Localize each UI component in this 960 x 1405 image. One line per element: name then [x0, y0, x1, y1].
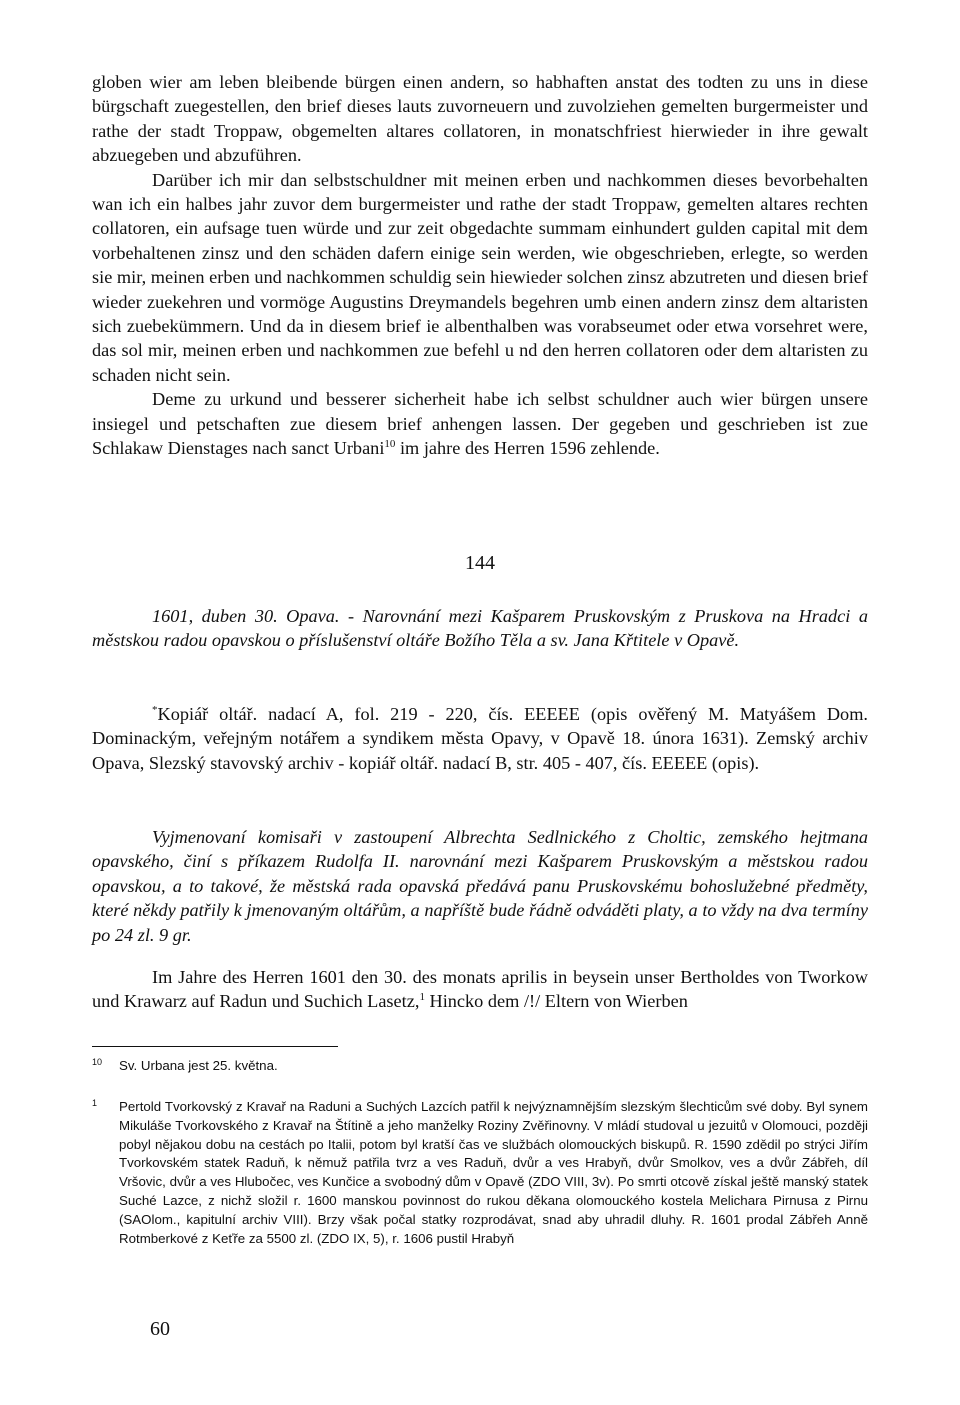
footnote-mark: 1 — [92, 1098, 98, 1108]
footnote-text: Sv. Urbana jest 25. května. — [119, 1058, 278, 1073]
document-text-paragraph — [92, 965, 868, 1014]
document-number: 144 — [465, 552, 495, 574]
body-text-block — [92, 70, 868, 461]
asterisk-mark: * — [152, 704, 158, 716]
document-text-tail: Hincko dem /!/ Eltern von Wierben — [424, 991, 688, 1012]
paragraph-3-text: Deme zu urkund und besserer sicherheit habe ich selbst schuldner auch wier bürgen unsere insiegel und petschaften zue diesem brief anhengen lassen. Der gegeben und geschrieben ist zue Schlakaw Dienstages nach sanct Urbani — [92, 389, 868, 459]
document-heading — [92, 604, 868, 653]
footnote-item — [92, 1057, 868, 1076]
paragraph-2: Darüber ich mir dan selbstschuldner mit meinen erben und nachkommen dieses bevorbehalten wan ich ein halbes jahr zuvor dem burgermeister und rathe der stadt Troppaw, gemelten altares rechten collatoren, ein aufsage tuen würde und zur zeit obgedachte summam einhundert gulden capital mit dem vorbehaltenen zinsz und den schäden dafern einige sein werden, wie obgeschrieben, erlegte, so werden sie mir, meinen erben und nachkommen schuldig sein hiewieder solchen zinsz abzutreten und diesen brief wieder zuekehren und vormöge Augustins Dreymandels begehren umb einen andern zinsz dem altaristen sich zuebekümmern. Und da in diesem brief ie albenthalben was vorabseumet oder etwa vorsehret were, das sol mir, meinen erben und nachkommen zue befehl u nd den herren collatoren oder dem altaristen zu schaden nicht sein. — [92, 169, 868, 385]
footnote-divider — [92, 1046, 338, 1047]
paragraph-3-tail: im jahre des Herren 1596 zehlende. — [395, 438, 660, 459]
paragraph-3 — [92, 387, 868, 460]
footnote-mark: 10 — [92, 1057, 103, 1067]
footnote-text: Pertold Tvorkovský z Kravař na Raduni a Suchých Lazcích patřil k nejvýznamnějším slezským šlechticům své doby. Byl synem Mikuláše Tvorkovského z Kravař na Štítině a jeho manželky Roziny Zvěřinovny. V mládí studoval u jezuitů v Olomouci, později pobyl nějakou dobu na cestách po Italii, potom byl kratší čas ve službách olomouckých biskupů. R. 1590 zdědil po strýci Jiřím Tvorkovském statek Raduň, k němuž patřila tvrz a ves Raduň, dvůr a ves Hrabyň, dvůr Smolkov, ves a dvůr Zábřeh, díl Vršovic, dvůr a ves Hlubočec, ves Kunčice a svobodný dům v Opavě (ZDO VIII, 3v). Po smrti otcově získal ještě manský statek Suché Lazce, z nichž složil r. 1600 manskou povinnost do rukou děkana olomouckého kostela Melichara Pirnusa z Pirnu (SAOlom., kapitulní archiv VIII). Brzy však počal statky rozprodávat, snad aby uhradil dluhy. R. 1601 prodal Zábřeh Anně Rotmberkové z Keťře za 5500 zl. (ZDO IX, 5), r. 1606 pustil Hrabyň — [119, 1099, 868, 1246]
footnote-10 — [92, 1057, 868, 1076]
page-number: 60 — [150, 1318, 170, 1340]
document-text-start: Im Jahre des Herren 1601 den 30. des monats aprilis in beysein unser Bertholdes von Tworkow und Krawarz auf Radun und Suchich Lasetz, — [92, 967, 868, 1012]
source-note — [92, 702, 868, 775]
footnote-1 — [92, 1098, 868, 1248]
footnote-ref-1: 1 — [419, 991, 425, 1004]
heading-text: 1601, duben 30. Opava. - Narovnání mezi Kašparem Pruskovským z Pruskova na Hradci a městskou radou opavskou o příslušenství oltáře Božího Těla a sv. Jana Křtitele v Opavě. — [92, 606, 868, 651]
summary-text: Vyjmenovaní komisaři v zastoupení Albrechta Sedlnického z Choltic, zemského hejtmana opavského, činí s příkazem Rudolfa II. narovnání mezi Kašparem Pruskovským a městskou radou opavskou, a to takové, že městská rada opavská předává panu Pruskovskému bohoslužebné předměty, které někdy patřily k jmenovaným oltářům, a napříště bude řádně odváděti platy, a to vždy na dva termíny po 24 zl. 9 gr. — [92, 827, 868, 945]
document-text — [92, 965, 868, 1014]
footnote-item — [92, 1098, 868, 1248]
source-text — [92, 702, 868, 775]
paragraph-1: globen wier am leben bleibende bürgen einen andern, so habhaften anstat des todten zu uns in diese bürgschaft zuegestellen, den brief dieses lauts zuvorneuern und zuvolziehen gemelten burgermeister und rathe der stadt Troppaw, obgemelten altares collatoren, in monatschfriest hierwieder in ihre gewalt abzuegeben und abzuführen. — [92, 72, 868, 166]
footnote-ref-10: 10 — [384, 438, 396, 451]
document-summary — [92, 825, 868, 947]
source-body: Kopiář oltář. nadací A, fol. 219 - 220, čís. EEEEE (opis ověřený M. Matyášem Dom. Dominackým, veřejným notářem a syndikem města Opavy, v Opavě 18. února 1631). Zemský archiv Opava, Slezský stavovský archiv - kopiář oltář. nadací B, str. 405 - 407, čís. EEEEE (opis). — [92, 704, 868, 773]
